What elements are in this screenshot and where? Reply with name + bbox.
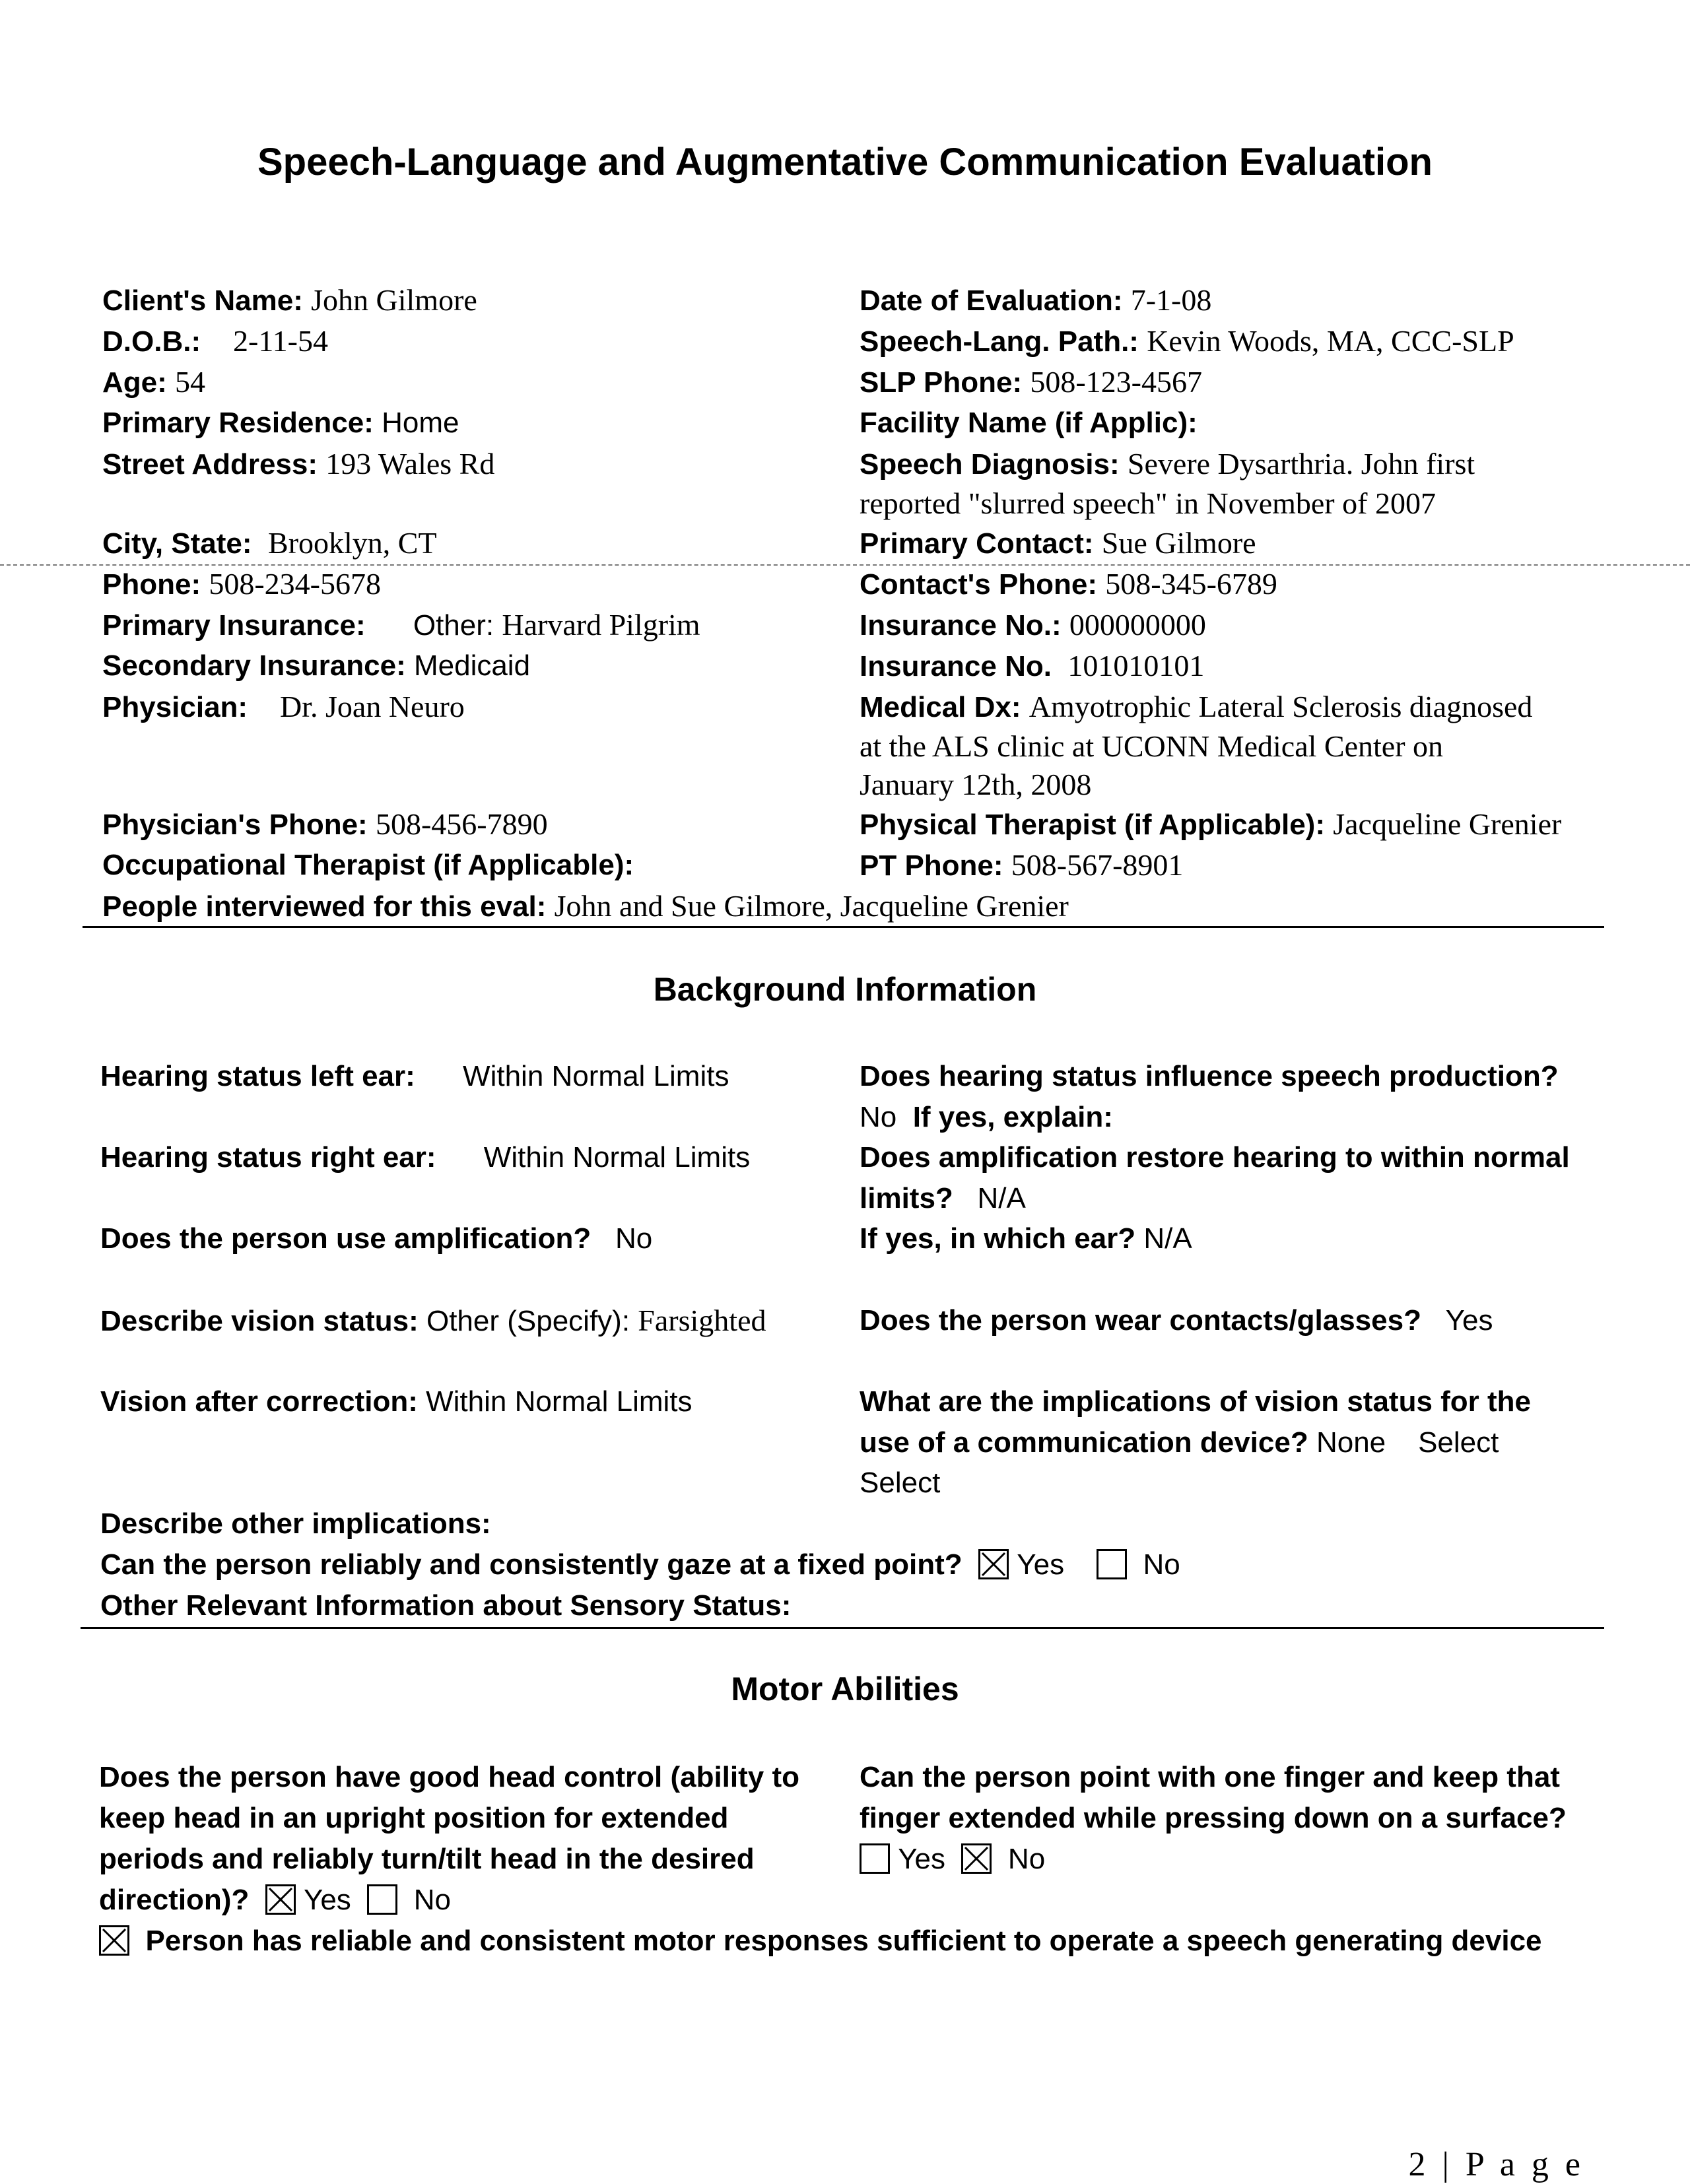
client-name-value: John Gilmore	[311, 283, 477, 317]
gaze-no-checkbox[interactable]	[1097, 1549, 1127, 1579]
head-control-row-3	[99, 1839, 755, 1880]
ot-row	[102, 845, 634, 886]
facility-row	[860, 403, 1198, 444]
other-implications-label: Describe other implications:	[100, 1507, 491, 1540]
point-finger-yes-checkbox[interactable]	[860, 1843, 890, 1874]
medical-dx-row-2	[860, 726, 1443, 768]
residence-label: Primary Residence:	[102, 407, 374, 439]
motor-heading: Motor Abilities	[731, 1671, 959, 1707]
secondary-insurance-value: Medicaid	[413, 649, 531, 682]
client-name-label: Client's Name:	[102, 284, 303, 317]
pt-label: Physical Therapist (if Applicable):	[860, 809, 1325, 841]
insurance-no-value: 000000000	[1069, 608, 1206, 642]
if-yes-explain-label: If yes, explain:	[912, 1101, 1113, 1133]
vision-implications-select-1[interactable]: Select	[1418, 1426, 1499, 1459]
medical-dx-value-line3: January 12th, 2008	[860, 768, 1092, 801]
address-value: 193 Wales Rd	[325, 447, 495, 480]
vision-implications-label-line2: use of a communication device?	[860, 1426, 1308, 1459]
insurance-no-row	[860, 605, 1206, 646]
pt-phone-value: 508-567-8901	[1011, 848, 1184, 882]
insurance-no-label: Insurance No.:	[860, 609, 1062, 642]
point-finger-yes-label: Yes	[898, 1843, 946, 1875]
diagnosis-value-line1: Severe Dysarthria. John first	[1127, 447, 1475, 480]
amplification-label: Does the person use amplification?	[100, 1222, 592, 1255]
vision-implications-value: None	[1316, 1426, 1386, 1459]
primary-insurance-prefix: Other:	[413, 609, 494, 642]
glasses-value: Yes	[1445, 1304, 1493, 1337]
vision-prefix: Other (Specify):	[426, 1305, 630, 1337]
head-control-yes-checkbox[interactable]	[265, 1884, 296, 1915]
dob-label: D.O.B.:	[102, 325, 201, 358]
head-control-row-2	[99, 1798, 728, 1839]
physician-phone-row	[102, 804, 548, 845]
amplification-value: No	[615, 1222, 653, 1255]
diagnosis-row	[860, 444, 1475, 485]
slp-value: Kevin Woods, MA, CCC-SLP	[1147, 324, 1514, 358]
slp-row	[860, 321, 1514, 362]
physician-value: Dr. Joan Neuro	[280, 690, 465, 723]
interviewed-row	[102, 886, 1069, 927]
head-control-yes-label: Yes	[304, 1884, 351, 1916]
gaze-yes-checkbox[interactable]	[978, 1549, 1009, 1579]
vision-implications-select-2[interactable]: Select	[860, 1467, 941, 1499]
interviewed-label: People interviewed for this eval:	[102, 890, 547, 923]
reliable-motor-checkbox[interactable]	[99, 1925, 129, 1956]
slp-phone-label: SLP Phone:	[860, 366, 1023, 399]
sensory-row	[100, 1585, 791, 1626]
hearing-left-value: Within Normal Limits	[463, 1060, 729, 1092]
reliable-motor-row	[99, 1921, 1542, 1962]
medical-dx-row-3	[860, 764, 1091, 806]
page-number: 2 | P a g e	[1408, 2146, 1584, 2183]
vision-implications-row-2	[860, 1422, 1499, 1463]
point-finger-no-label: No	[1007, 1843, 1046, 1875]
which-ear-label: If yes, in which ear?	[860, 1222, 1136, 1255]
glasses-row	[860, 1300, 1493, 1341]
glasses-label: Does the person wear contacts/glasses?	[860, 1304, 1421, 1337]
age-label: Age:	[102, 366, 167, 399]
medical-dx-label: Medical Dx:	[860, 691, 1021, 723]
hearing-right-value: Within Normal Limits	[483, 1141, 751, 1174]
head-control-no-checkbox[interactable]	[367, 1884, 397, 1915]
eval-date-value: 7-1-08	[1130, 283, 1212, 317]
slp-phone-row	[860, 362, 1202, 403]
divider-client-info	[83, 926, 1604, 928]
diagnosis-row-2	[860, 483, 1436, 525]
secondary-insurance-label: Secondary Insurance:	[102, 649, 406, 682]
contact-phone-value: 508-345-6789	[1105, 567, 1277, 601]
city-value: Brooklyn, CT	[268, 526, 437, 560]
vision-implications-label-line1: What are the implications of vision status for the	[860, 1385, 1532, 1418]
hearing-influence-label: Does hearing status influence speech production?	[860, 1060, 1559, 1092]
medical-dx-value-line1: Amyotrophic Lateral Sclerosis diagnosed	[1029, 690, 1533, 723]
insurance-no2-label: Insurance No.	[860, 650, 1052, 682]
hearing-influence-row-2	[860, 1097, 1113, 1138]
contact-row	[860, 523, 1256, 564]
hearing-left-row	[100, 1056, 729, 1097]
city-row	[102, 523, 437, 564]
phone-label: Phone:	[102, 568, 201, 601]
reliable-motor-label: Person has reliable and consistent motor responses sufficient to operate a speech generating device	[145, 1925, 1542, 1957]
slp-phone-value: 508-123-4567	[1030, 365, 1202, 399]
hearing-influence-row	[860, 1056, 1559, 1097]
head-control-question-line2: keep head in an upright position for extended	[99, 1802, 729, 1834]
slp-label: Speech-Lang. Path.:	[860, 325, 1139, 358]
contact-value: Sue Gilmore	[1101, 526, 1256, 560]
vision-value: Farsighted	[638, 1304, 766, 1337]
insurance-no2-value: 101010101	[1067, 649, 1205, 682]
gaze-label: Can the person reliably and consistently gaze at a fixed point?	[100, 1548, 963, 1581]
vision-label: Describe vision status:	[100, 1305, 419, 1337]
physician-phone-label: Physician's Phone:	[102, 809, 368, 841]
background-heading: Background Information	[653, 971, 1037, 1008]
vision-implications-row-3	[860, 1463, 940, 1504]
age-value: 54	[175, 365, 206, 399]
gaze-yes-label: Yes	[1017, 1548, 1065, 1581]
head-control-row-4	[99, 1880, 451, 1921]
pt-value: Jacqueline Grenier	[1333, 807, 1562, 841]
vision-implications-row	[860, 1381, 1531, 1422]
medical-dx-row	[860, 686, 1532, 728]
physician-row	[102, 686, 465, 728]
vision-after-label: Vision after correction:	[100, 1385, 418, 1418]
eval-date-row	[860, 280, 1211, 321]
secondary-insurance-row	[102, 645, 530, 686]
point-finger-row-3	[860, 1839, 1045, 1880]
phone-value: 508-234-5678	[209, 567, 381, 601]
point-finger-question-line1: Can the person point with one finger and keep that	[860, 1761, 1560, 1793]
contact-phone-row	[860, 564, 1277, 605]
amp-restore-row-2	[860, 1178, 1026, 1219]
hearing-left-label: Hearing status left ear:	[100, 1060, 415, 1092]
contact-label: Primary Contact:	[860, 527, 1094, 560]
gaze-no-label: No	[1143, 1548, 1180, 1581]
head-control-question-line1: Does the person have good head control (ability to	[99, 1761, 800, 1793]
facility-label: Facility Name (if Applic):	[860, 407, 1198, 439]
hearing-right-row	[100, 1137, 750, 1178]
head-control-no-label: No	[413, 1884, 451, 1916]
client-name-row	[102, 280, 477, 321]
address-row	[102, 444, 494, 485]
point-finger-row-2	[860, 1798, 1567, 1839]
sensory-label: Other Relevant Information about Sensory Status:	[100, 1589, 792, 1622]
interviewed-value: John and Sue Gilmore, Jacqueline Grenier	[554, 889, 1069, 923]
point-finger-no-checkbox[interactable]	[961, 1843, 992, 1874]
phone-row	[102, 564, 381, 605]
pt-row	[860, 804, 1561, 845]
physician-phone-value: 508-456-7890	[375, 807, 548, 841]
diagnosis-value-line2: reported "slurred speech" in November of 2007	[860, 486, 1436, 520]
point-finger-question-line2: finger extended while pressing down on a surface?	[860, 1802, 1567, 1834]
hearing-right-label: Hearing status right ear:	[100, 1141, 436, 1174]
pt-phone-row	[860, 845, 1183, 886]
diagnosis-label: Speech Diagnosis:	[860, 448, 1120, 480]
pt-phone-label: PT Phone:	[860, 849, 1003, 882]
city-label: City, State:	[102, 527, 252, 560]
other-implications-row	[100, 1504, 491, 1544]
which-ear-row	[860, 1218, 1192, 1259]
primary-insurance-value: Harvard Pilgrim	[502, 608, 700, 642]
ot-label: Occupational Therapist (if Applicable):	[102, 849, 634, 881]
age-row	[102, 362, 205, 403]
medical-dx-value-line2: at the ALS clinic at UCONN Medical Center on	[860, 729, 1444, 763]
head-control-question-line3: periods and reliably turn/tilt head in the desired	[99, 1843, 755, 1875]
amp-restore-label-line2: limits?	[860, 1182, 953, 1214]
page-title: Speech-Language and Augmentative Communication Evaluation	[257, 141, 1433, 183]
vision-after-row	[100, 1381, 693, 1422]
amp-restore-value: N/A	[977, 1182, 1026, 1214]
which-ear-value: N/A	[1143, 1222, 1192, 1255]
amplification-row	[100, 1218, 652, 1259]
divider-background	[81, 1627, 1604, 1629]
residence-row	[102, 403, 459, 444]
point-finger-row-1	[860, 1757, 1560, 1798]
residence-value: Home	[382, 407, 459, 439]
gaze-row	[100, 1544, 1180, 1585]
primary-insurance-row	[102, 605, 700, 646]
amp-restore-label-line1: Does amplification restore hearing to within normal	[860, 1141, 1570, 1174]
insurance-no2-row	[860, 645, 1204, 687]
vision-after-value: Within Normal Limits	[426, 1385, 693, 1418]
address-label: Street Address:	[102, 448, 318, 480]
hearing-influence-value: No	[860, 1101, 897, 1133]
amp-restore-row	[860, 1137, 1570, 1178]
eval-date-label: Date of Evaluation:	[860, 284, 1123, 317]
head-control-question-line4: direction)?	[99, 1884, 250, 1916]
contact-phone-label: Contact's Phone:	[860, 568, 1098, 601]
dob-row	[102, 321, 328, 362]
head-control-row-1	[99, 1757, 799, 1798]
physician-label: Physician:	[102, 691, 248, 723]
vision-row	[100, 1300, 766, 1342]
dob-value: 2-11-54	[233, 324, 328, 358]
primary-insurance-label: Primary Insurance:	[102, 609, 366, 642]
